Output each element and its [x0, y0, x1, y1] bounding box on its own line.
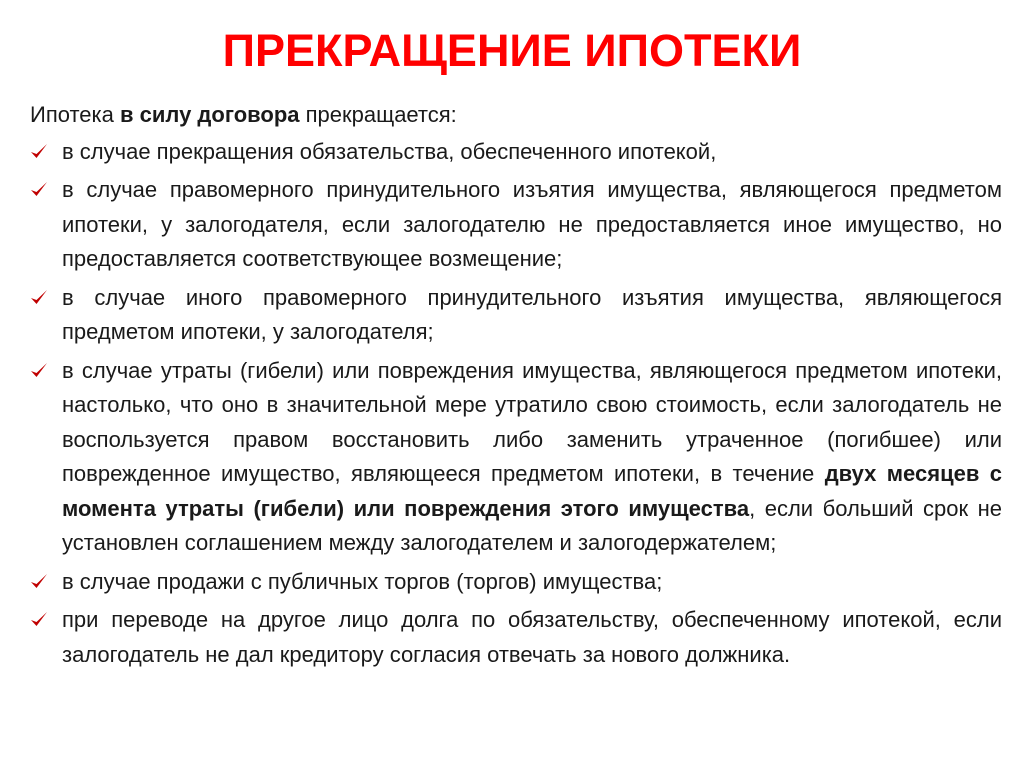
- slide-content: [30, 98, 1002, 676]
- list-item-text: при переводе на другое лицо долга по обязательству, обеспеченному ипотекой, если залогодатель не дал кредитору согласия отвечать за нового должника.: [62, 607, 1002, 667]
- list-item-text-bold: двух месяцев с момента утраты (гибели) или повреждения этого имущества: [62, 461, 1002, 521]
- checkmark-icon: [30, 135, 50, 169]
- list-item-text: в случае прекращения обязательства, обеспеченного ипотекой,: [62, 138, 717, 164]
- list-item: [30, 603, 1002, 672]
- checkmark-icon: [30, 565, 50, 599]
- slide-title: ПРЕКРАЩЕНИЕ ИПОТЕКИ: [222, 25, 802, 76]
- checkmark-icon: [30, 281, 50, 315]
- intro-text-after: прекращается:: [299, 102, 457, 127]
- intro-text-bold: в силу договора: [120, 102, 300, 127]
- intro-text-before: Ипотека: [30, 102, 120, 127]
- list-item-text: в случае иного правомерного принудительного изъятия имущества, являющегося предметом ипотеки, у залогодателя;: [62, 284, 1002, 344]
- checkmark-icon: [30, 173, 50, 207]
- intro-line: [30, 98, 1002, 133]
- list-item-text: в случае правомерного принудительного изъятия имущества, являющегося предметом ипотеки, у залогодателя, если залогодателю не предоставляется иное имущество, но предоставляется соответствующее возмещение;: [62, 177, 1002, 271]
- condition-list: [30, 135, 1002, 673]
- checkmark-icon: [30, 354, 50, 388]
- list-item: [30, 135, 1002, 170]
- list-item: [30, 173, 1002, 277]
- list-item-text: в случае продажи с публичных торгов (торгов) имущества;: [62, 568, 663, 594]
- list-item-text-after: , если больший срок не установлен соглашением между залогодателем и залогодержателем;: [62, 495, 1002, 555]
- list-item: [30, 354, 1002, 561]
- list-item: [30, 565, 1002, 600]
- list-item: [30, 281, 1002, 350]
- list-item-text-before: в случае утраты (гибели) или повреждения имущества, являющегося предметом ипотеки, настолько, что оно в значительной мере утратило свою стоимость, если залогодатель не воспользуется правом восстановить либо заменить утраченное (погибшее) или поврежденное имущество, являющееся предметом ипотеки, в течение: [62, 357, 1002, 486]
- checkmark-icon: [30, 603, 50, 637]
